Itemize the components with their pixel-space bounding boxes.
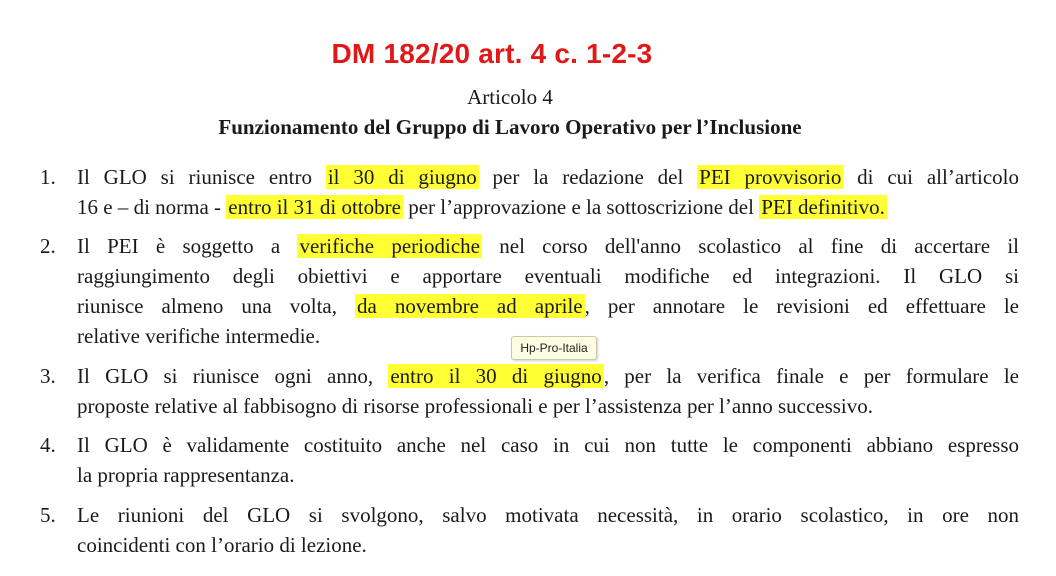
document-title: DM 182/20 art. 4 c. 1-2-3 xyxy=(331,38,653,69)
list-item-number: 2. xyxy=(40,234,56,258)
highlight: entro il 31 di ottobre xyxy=(228,195,401,219)
list-item-line: la propria rappresentanza. xyxy=(77,463,295,487)
list-item-line: Il PEI è soggetto a verifiche periodiche nel corso dell'anno scolastico al fine di accertare il xyxy=(77,234,1019,258)
list-item-line: relative verifiche intermedie. xyxy=(77,324,321,348)
list-item-line: proposte relative al fabbisogno di risorse professionali e per l’assistenza per l’anno successivo. xyxy=(77,394,874,418)
highlight: PEI definitivo. xyxy=(761,195,885,219)
list-item-line: Il GLO si riunisce ogni anno, entro il 30 di giugno, per la verifica finale e per formulare le xyxy=(77,364,1019,388)
list-item-line: raggiungimento degli obiettivi e apportare eventuali modifiche ed integrazioni. Il GLO si xyxy=(77,264,1019,288)
tooltip: Hp-Pro-Italia xyxy=(511,336,597,360)
list-item-number: 3. xyxy=(40,364,56,388)
highlight: il 30 di giugno xyxy=(327,165,477,189)
highlight: da novembre ad aprile xyxy=(357,294,583,318)
highlight: PEI provvisorio xyxy=(699,165,842,189)
highlight: verifiche periodiche xyxy=(299,234,480,258)
list-item-line: Il GLO è validamente costituito anche nel caso in cui non tutte le componenti abbiano espresso xyxy=(77,433,1019,457)
list-item-number: 1. xyxy=(40,165,56,189)
list-item-line: 16 e – di norma - entro il 31 di ottobre per l’approvazione e la sottoscrizione del PEI definitivo. xyxy=(77,195,885,219)
list-item-line: Il GLO si riunisce entro il 30 di giugno per la redazione del PEI provvisorio di cui all’articolo xyxy=(77,165,1019,189)
list-item-line: Le riunioni del GLO si svolgono, salvo motivata necessità, in orario scolastico, in ore non xyxy=(77,503,1019,527)
article-heading: Funzionamento del Gruppo di Lavoro Operativo per l’Inclusione xyxy=(218,115,802,139)
list-item-line: riunisce almeno una volta, da novembre ad aprile, per annotare le revisioni ed effettuare le xyxy=(77,294,1019,318)
list-item-number: 5. xyxy=(40,503,56,527)
article-number: Articolo 4 xyxy=(467,85,553,109)
list-item-number: 4. xyxy=(40,433,56,457)
highlight: entro il 30 di giugno xyxy=(390,364,602,388)
list-item-line: coincidenti con l’orario di lezione. xyxy=(77,533,367,557)
